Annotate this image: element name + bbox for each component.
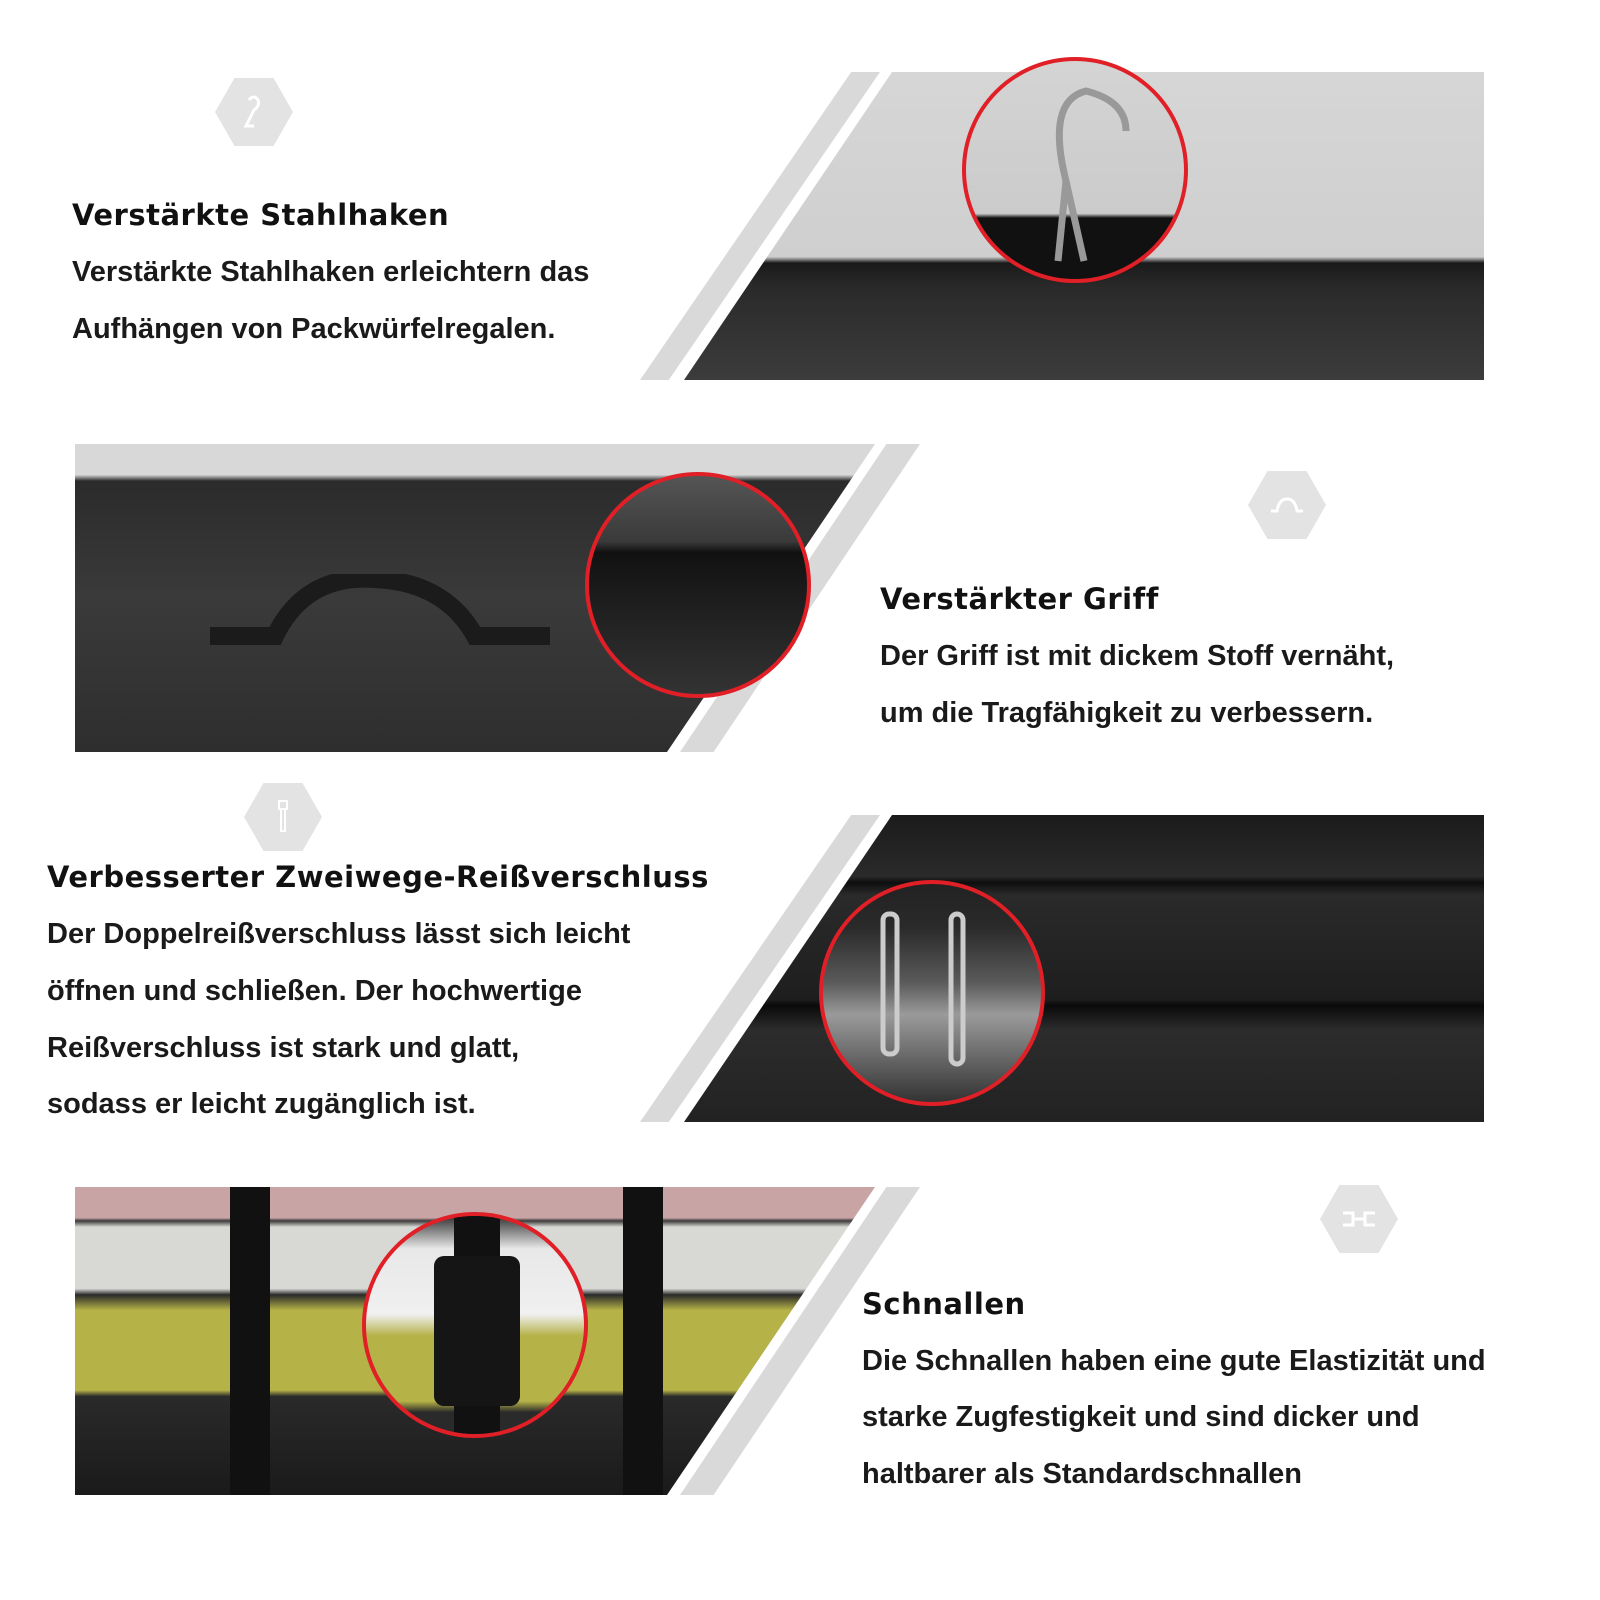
zipper-pull-icon	[244, 783, 322, 851]
section-text: Die Schnallen haben eine gute Elastizität und	[862, 1345, 1486, 1377]
hook-icon	[215, 78, 293, 146]
section-title: Verstärkte Stahlhaken	[72, 198, 450, 232]
section-text: Verstärkte Stahlhaken erleichtern das	[72, 256, 590, 288]
buckle-zoom-circle	[362, 1212, 588, 1438]
section-text: haltbarer als Standardschnallen	[862, 1458, 1302, 1490]
handle-icon	[1248, 471, 1326, 539]
section-text: Der Doppelreißverschluss lässt sich leicht	[47, 918, 631, 950]
zipper-photo	[684, 815, 1484, 1122]
section-title: Verbesserter Zweiwege-Reißverschluss	[47, 860, 709, 894]
section-text: um die Tragfähigkeit zu verbessern.	[880, 697, 1374, 729]
section-text: sodass er leicht zugänglich ist.	[47, 1088, 476, 1120]
section-title: Verstärkter Griff	[880, 582, 1159, 616]
section-text: Reißverschluss ist stark und glatt,	[47, 1032, 520, 1064]
handle-zoom-circle	[585, 472, 811, 698]
section-title: Schnallen	[862, 1287, 1026, 1321]
section-text: öffnen und schließen. Der hochwertige	[47, 975, 582, 1007]
buckle-icon	[1320, 1185, 1398, 1253]
section-text: Der Griff ist mit dickem Stoff vernäht,	[880, 640, 1395, 672]
zipper-zoom-circle	[819, 880, 1045, 1106]
hook-zoom-circle	[962, 57, 1188, 283]
section-text: Aufhängen von Packwürfelregalen.	[72, 313, 556, 345]
section-text: starke Zugfestigkeit und sind dicker und	[862, 1401, 1420, 1433]
